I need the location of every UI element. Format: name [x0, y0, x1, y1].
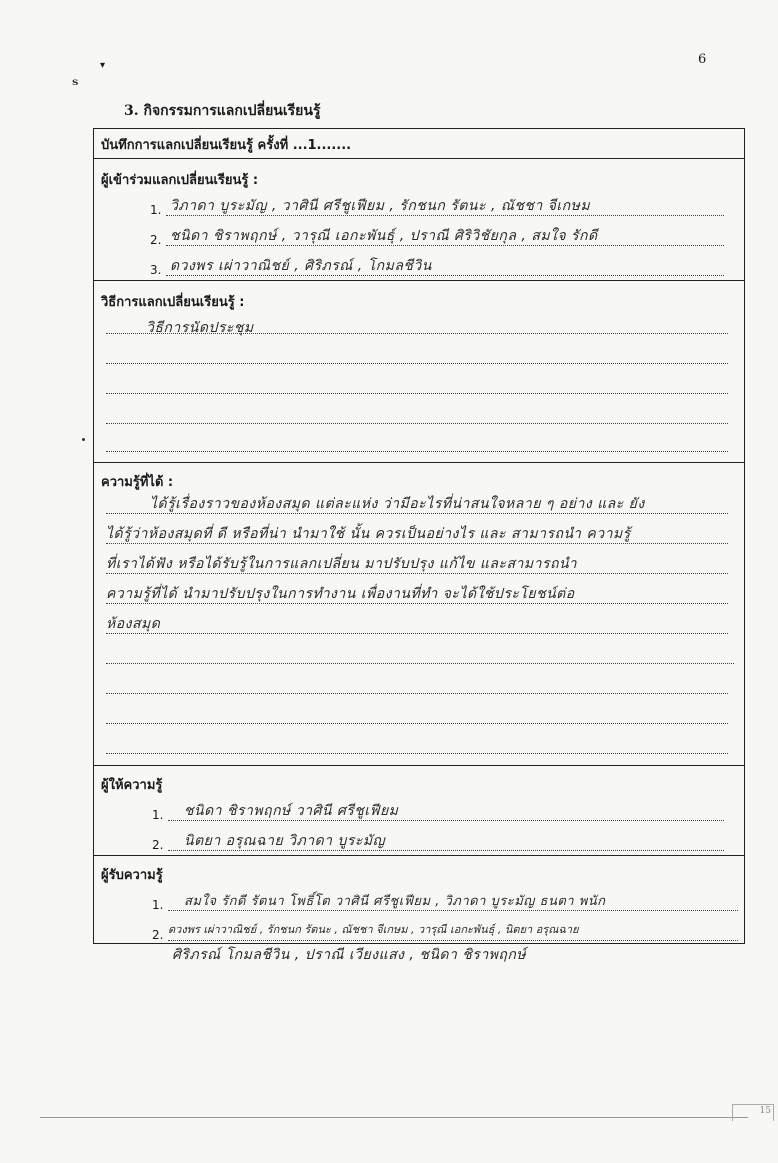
- participants-label: ผู้เข้าร่วมแลกเปลี่ยนเรียนรู้ :: [101, 173, 259, 188]
- receivers-label: ผู้รับความรู้: [101, 868, 163, 883]
- knowledge-line: ได้รู้ว่าห้องสมุดที่ ดี หรือที่น่า นำมาใช้ นั้น ควรเป็นอย่างไร และ สามารถนำ ความรู้: [106, 526, 631, 542]
- knowledge-line: ห้องสมุด: [106, 616, 161, 632]
- knowledge-label: ความรู้ที่ได้ :: [101, 475, 174, 490]
- knowledge-section: [94, 462, 744, 766]
- method-label: วิธีการแลกเปลี่ยนเรียนรู้ :: [101, 295, 245, 310]
- punch-dot: [82, 438, 85, 441]
- givers-label: ผู้ให้ความรู้: [101, 778, 163, 793]
- knowledge-line: ได้รู้เรื่องราวของห้องสมุด แต่ละแห่ง ว่ามีอะไรที่น่าสนใจหลาย ๆ อย่าง และ ยัง: [150, 496, 645, 512]
- participants-section: ผู้เข้าร่วมแลกเปลี่ยนเรียนรู้ : 1. วิภาดา บูระมัญ , วาศินี ศรีชูเฟียม , รักชนก รัตนะ , ณัชชา จีเกษม 2. ชนิดา ชิราพฤกษ์ , วารุณี เอกะพันธุ์ , ปราณี ศิริวิชัยกุล , สมใจ รักดี 3. ดวงพร เผ่าวาณิชย์ , ศิริภรณ์ , โกมลชีวิน: [94, 158, 744, 281]
- knowledge-line: ที่เราได้ฟัง หรือได้รับรู้ในการแลกเปลี่ยน มาปรับปรุง แก้ไข และสามารถนำ: [106, 556, 577, 572]
- record-number: ...1.......: [292, 138, 352, 153]
- receivers-section: ผู้รับความรู้ 1. สมใจ รักดี รัตนา โพธิ์โต วาศินี ศรีชูเฟียม , วิภาดา บูระมัญ ธนตา พนัก 2. ดวงพร เผ่าวาณิชย์ , รักชนก รัตนะ , ณัชชา จีเกษม , วารุณี เอกะพันธุ์ , นิตยา อรุณฉาย: [94, 855, 744, 946]
- footer-tab: 15: [732, 1104, 774, 1121]
- method-section: [94, 280, 744, 463]
- footer-line: [40, 1117, 748, 1118]
- record-label: บันทึกการแลกเปลี่ยนเรียนรู้ ครั้งที่: [101, 138, 289, 153]
- record-row: [94, 129, 744, 159]
- page-number: 6: [698, 52, 707, 67]
- stray-mark: ᵀ: [72, 78, 79, 94]
- givers-section: ผู้ให้ความรู้ 1. ชนิดา ชิราพฤกษ์ วาศินี ศรีชูเฟียม 2. นิตยา อรุณฉาย วิภาดา บูระมัญ: [94, 765, 744, 856]
- receivers-continuation: ศิริภรณ์ โกมลชีวิน , ปราณี เวียงแสง , ชนิดา ชิราพฤกษ์: [172, 947, 527, 963]
- stray-dot: ▾: [100, 60, 106, 71]
- exchange-form: [93, 128, 745, 944]
- section-heading: 3. กิจกรรมการแลกเปลี่ยนเรียนรู้: [124, 103, 321, 119]
- method-text: วิธีการนัดประชุม: [146, 320, 254, 336]
- knowledge-line: ความรู้ที่ได้ นำมาปรับปรุงในการทำงาน เพื่องานที่ทำ จะได้ใช้ประโยชน์ต่อ: [106, 586, 575, 602]
